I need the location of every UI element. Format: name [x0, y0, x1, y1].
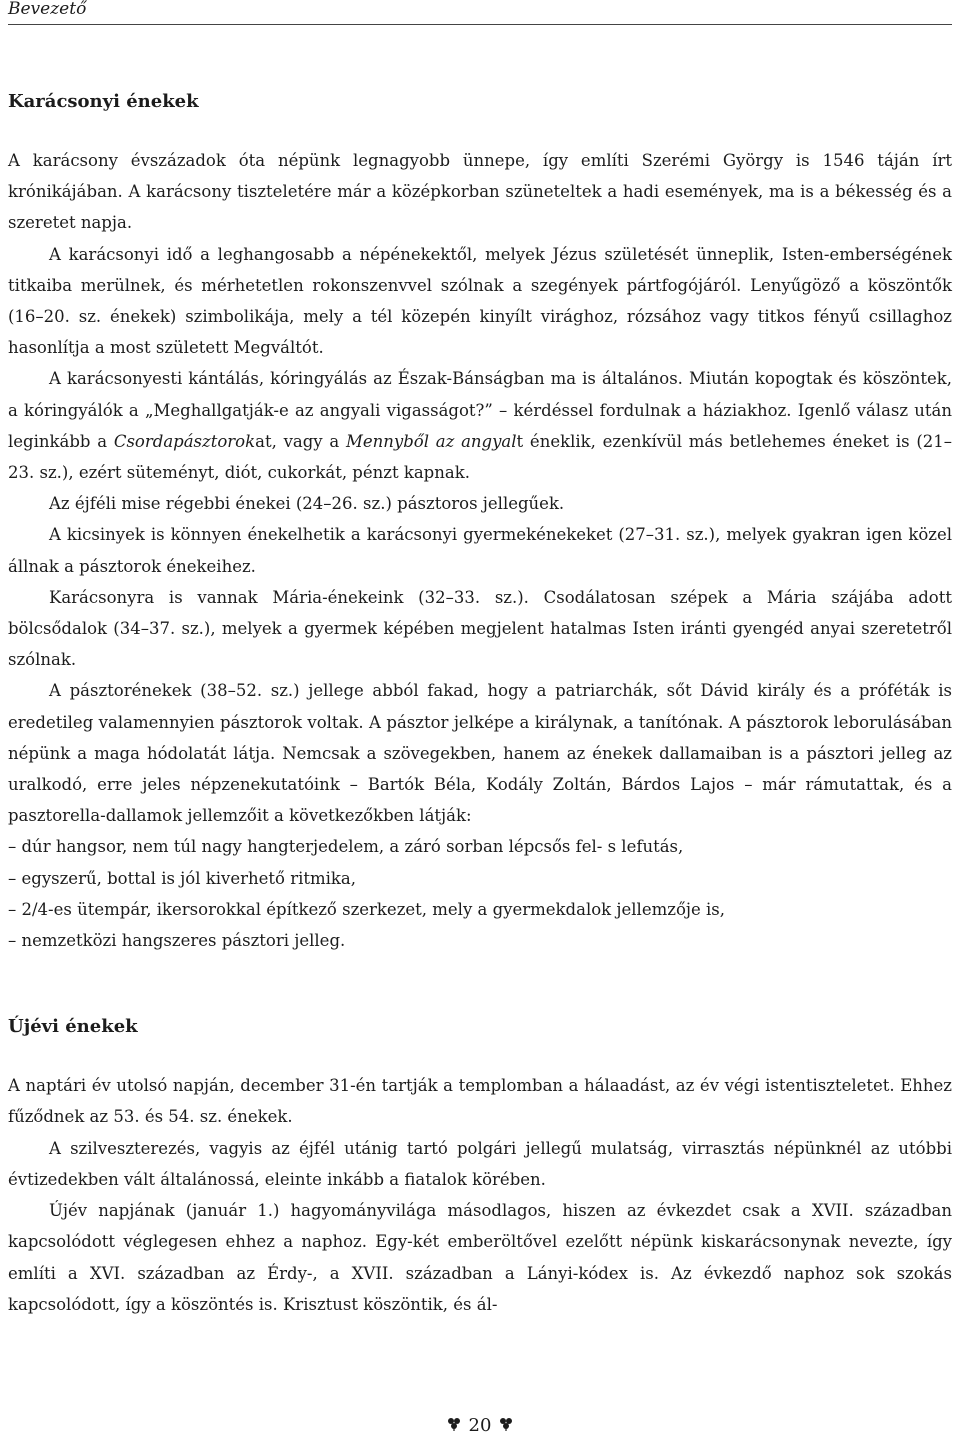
list-item: – 2/4-es ütempár, ikersorokkal építkező szerkezet, mely a gyermekdalok jellemzője is,	[8, 894, 952, 925]
paragraph: A szilveszterezés, vagyis az éjfél utánig tartó polgári jellegű mulatság, virrasztás népünknél az utóbbi évtizedekben vált általánossá, eleinte inkább a fiatalok körében.	[8, 1138, 952, 1189]
page-number: 20	[468, 1415, 492, 1436]
section-title: Karácsonyi énekek	[8, 91, 199, 112]
song-title: Mennyből az angyal	[346, 431, 517, 451]
section-title: Újévi énekek	[8, 1016, 138, 1038]
paragraph: A naptári év utolsó napján, december 31-én tartják a templomban a hálaadást, az év végi istentiszteletet. Ehhez fűződnek az 53. és 54. sz. énekek.	[8, 1076, 952, 1127]
paragraph: A karácsonyi idő a leghangosabb a népénekektől, melyek Jézus születését ünneplik, Isten-emberségének titkaiba merülnek, és mérhetetlen rokonszenvvel szólnak a szegények pártfogójáról. Lenyűgöző a köszöntők (16–20. sz. énekek) szimbolikája, mely a tél közepén kinyílt virághoz, rózsához vagy titkos fényű csillaghoz hasonlítja a most született Megváltót.	[8, 244, 952, 358]
clover-ornament-icon	[447, 1414, 461, 1438]
paragraph-kantalas	[8, 363, 952, 488]
paragraph: Az éjféli mise régebbi énekei (24–26. sz.) pásztoros jellegűek.	[49, 494, 565, 514]
paragraph: A karácsony évszázadok óta népünk legnagyobb ünnepe, így említi Szerémi György is 1546 táján írt krónikájában. A karácsony tiszteletére már a középkorban szüneteltek a hadi események, ma is a békesség és a szeretet napja.	[8, 151, 952, 233]
section-karacsonyi-enekek	[8, 88, 952, 956]
list-item: – egyszerű, bottal is jól kiverhető ritmika,	[8, 863, 952, 894]
text-run: t éneklik, ezenkívül más betlehemes éneket is (21–23. sz.), ezért süteményt, diót, cukorkát, pénzt kapnak.	[8, 431, 953, 483]
clover-ornament-icon	[499, 1414, 513, 1438]
paragraph: A kicsinyek is könnyen énekelhetik a karácsonyi gyermekénekeket (27–31. sz.), melyek gyakran igen közel állnak a pásztorok énekeihez.	[8, 525, 952, 576]
text-run: A karácsonyesti kántálás, kóringyálás az Észak-Bánságban ma is általános. Miután kopogtak és köszöntek, a kóringyálók a „Meghallgatják-e az angyali vigasságot?” – kérdéssel fordulnak a háziakhoz. Igenlő válasz után leginkább a	[8, 369, 952, 451]
paragraph: A pásztorénekek (38–52. sz.) jellege abból fakad, hogy a patriarchák, sőt Dávid király és a próféták is eredetileg valamennyien pásztorok voltak. A pásztor jelképe a királynak, a tanítónak. A pásztorok leborulásában népünk a maga hódolatát látja. Nemcsak a szövegekben, hanem az énekek dallamaiban is a pásztori jelleg az uralkodó, erre jeles népzenekutatóink – Bartók Béla, Kodály Zoltán, Bárdos Lajos – már rámutattak, és a pasztorella-dallamok jellemzőit a következőkben látják:	[8, 681, 952, 826]
page-body	[8, 88, 952, 1320]
feature-list	[8, 831, 952, 956]
page-footer	[0, 1414, 960, 1438]
text-run: at, vagy a	[255, 431, 346, 451]
section-ujevi-enekek	[8, 1013, 952, 1320]
list-item: – dúr hangsor, nem túl nagy hangterjedelem, a záró sorban lépcsős fel- s lefutás,	[8, 831, 952, 862]
paragraph: Karácsonyra is vannak Mária-énekeink (32–33. sz.). Csodálatosan szépek a Mária szájába adott bölcsődalok (34–37. sz.), melyek a gyermek képében megjelent hatalmas Isten iránti gyengéd anyai szeretetről szólnak.	[8, 587, 952, 670]
song-title: Csordapásztorok	[113, 431, 256, 451]
list-item: – nemzetközi hangszeres pásztori jelleg.	[8, 925, 952, 956]
paragraph: Újév napjának (január 1.) hagyományvilága másodlagos, hiszen az évkezdet csak a XVII. században kapcsolódott véglegesen ehhez a naphoz. Egy-két emberöltővel ezelőtt népünk kiskarácsonynak nevezte, így említi a XVI. században az Érdy-, a XVII. században a Lányi-kódex is. Az évkezdő naphoz sok szokás kapcsolódott, így a köszöntés is. Krisztust köszöntik, és ál-	[8, 1201, 952, 1314]
header-rule	[8, 24, 952, 25]
running-header: Bevezető	[8, 0, 87, 19]
